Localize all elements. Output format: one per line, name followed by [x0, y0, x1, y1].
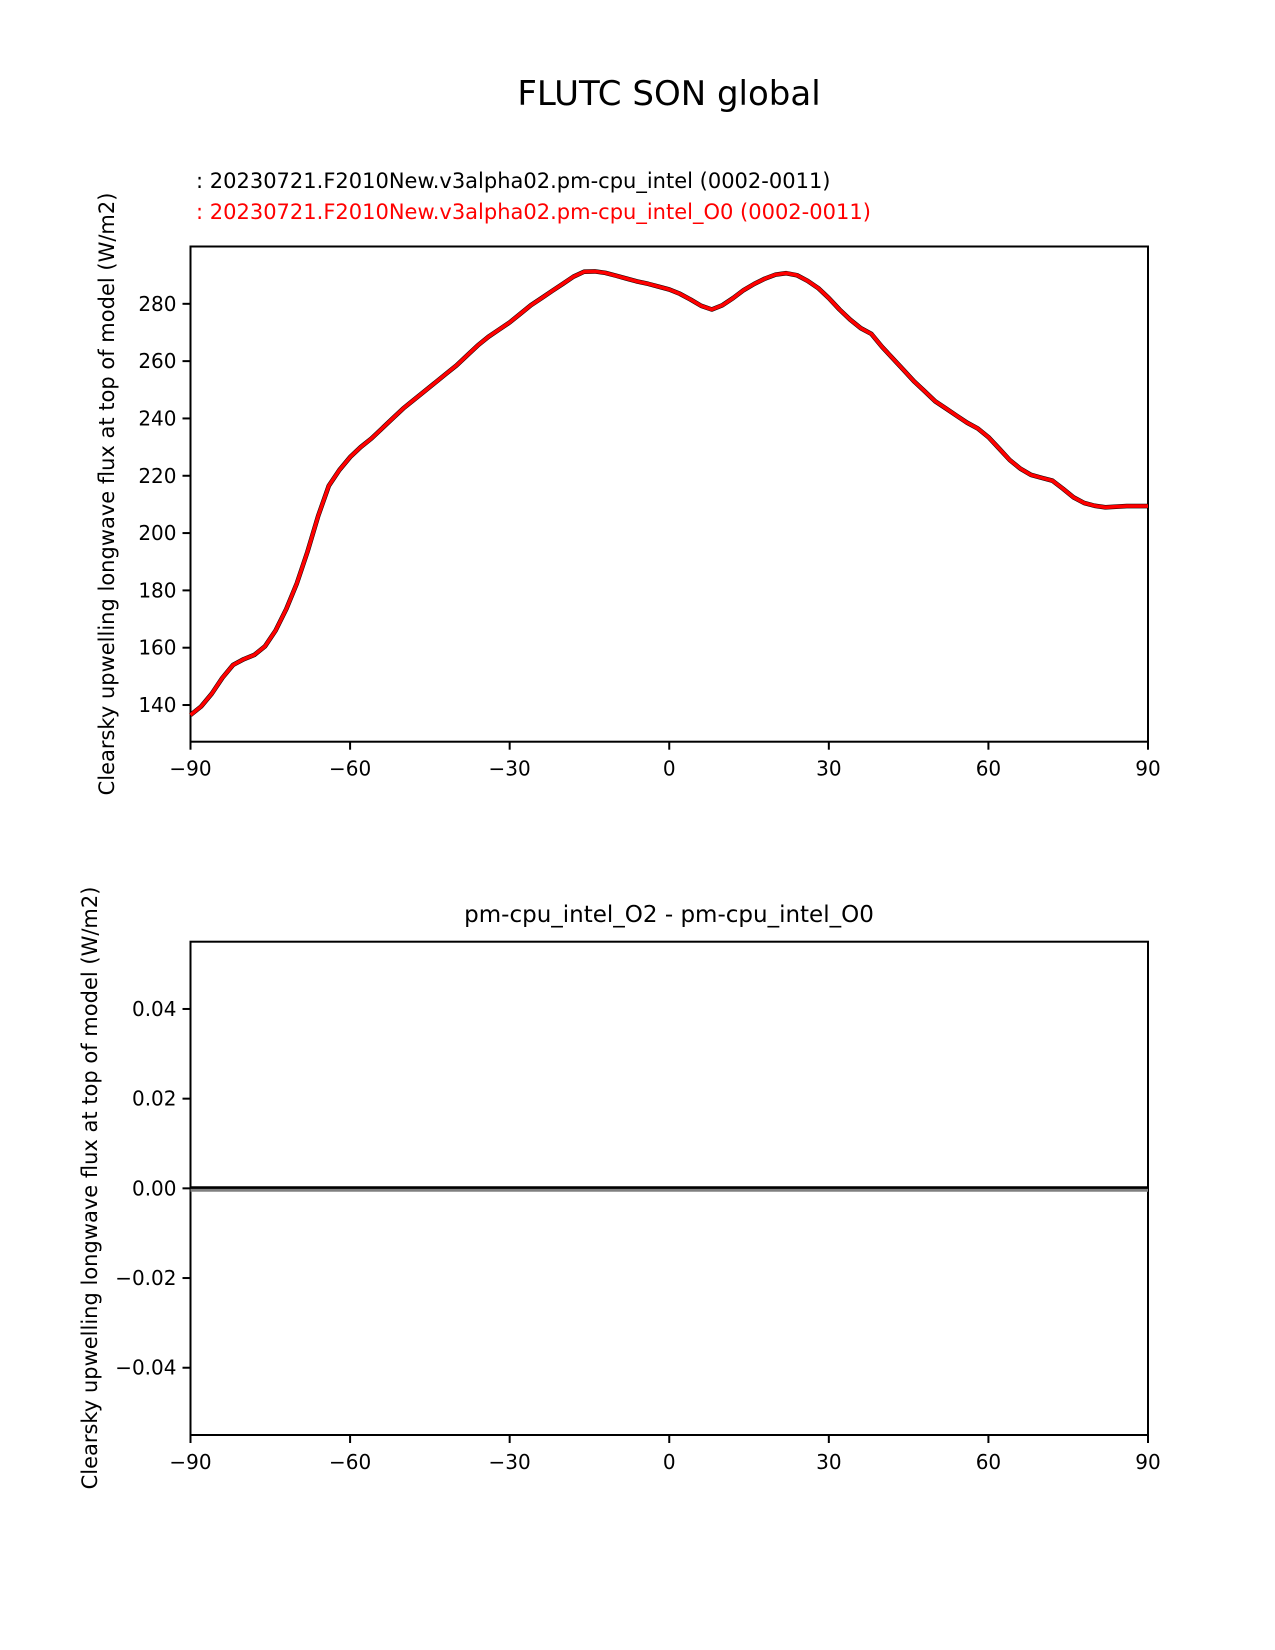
top-chart-yticklabel: 160 [138, 635, 177, 660]
top-chart-yticklabel: 180 [138, 578, 177, 603]
bottom-chart-yticklabel: −0.02 [115, 1266, 177, 1291]
top-chart-xticklabel: 0 [662, 756, 676, 781]
top-chart-xticklabel: 60 [975, 756, 1002, 781]
bottom-chart-yticklabel: −0.04 [115, 1355, 177, 1380]
top-chart-yticklabel: 220 [138, 463, 177, 488]
top-chart-yticklabel: 280 [138, 291, 177, 316]
bottom-chart-xticklabel: 0 [662, 1450, 676, 1474]
bottom-chart-ylabel: Clearsky upwelling longwave flux at top of model (W/m2) [78, 886, 102, 1490]
top-chart-xticklabel: −90 [169, 756, 212, 781]
top-chart-yticklabel: 140 [138, 693, 177, 718]
figure-title: FLUTC SON global [517, 74, 821, 114]
top-chart-yticklabel: 200 [138, 521, 177, 546]
bottom-chart-xticklabel: 60 [975, 1450, 1002, 1474]
top-chart-series-line [191, 271, 1149, 715]
legend-entry-intel-O0: : 20230721.F2010New.v3alpha02.pm-cpu_intel_O0 (0002-0011) [196, 200, 871, 224]
top-chart-series-line [191, 271, 1149, 715]
bottom-chart-yticklabel: 0.02 [131, 1086, 177, 1111]
top-chart-xticklabel: 90 [1135, 756, 1161, 781]
top-chart-spines [191, 247, 1149, 742]
bottom-chart-xticklabel: −30 [488, 1450, 531, 1474]
bottom-chart-xticklabel: −90 [169, 1450, 212, 1474]
top-chart-yticklabel: 260 [138, 349, 177, 374]
bottom-chart-xticklabel: −60 [328, 1450, 372, 1474]
top-chart-yticklabel: 240 [138, 406, 177, 431]
top-chart-xticklabel: −30 [488, 756, 531, 781]
bottom-chart-xticklabel: 30 [816, 1450, 842, 1474]
legend-entry-intel: : 20230721.F2010New.v3alpha02.pm-cpu_intel (0002-0011) [196, 169, 831, 193]
bottom-chart-title: pm-cpu_intel_O2 - pm-cpu_intel_O0 [464, 902, 874, 928]
bottom-chart-yticklabel: 0.00 [131, 1176, 177, 1201]
top-chart-xticklabel: 30 [816, 756, 842, 781]
top-chart-ylabel: Clearsky upwelling longwave flux at top of model (W/m2) [95, 192, 119, 796]
bottom-chart-yticklabel: 0.04 [131, 996, 177, 1021]
top-chart-xticklabel: −60 [328, 756, 372, 781]
bottom-chart-xticklabel: 90 [1135, 1450, 1161, 1474]
